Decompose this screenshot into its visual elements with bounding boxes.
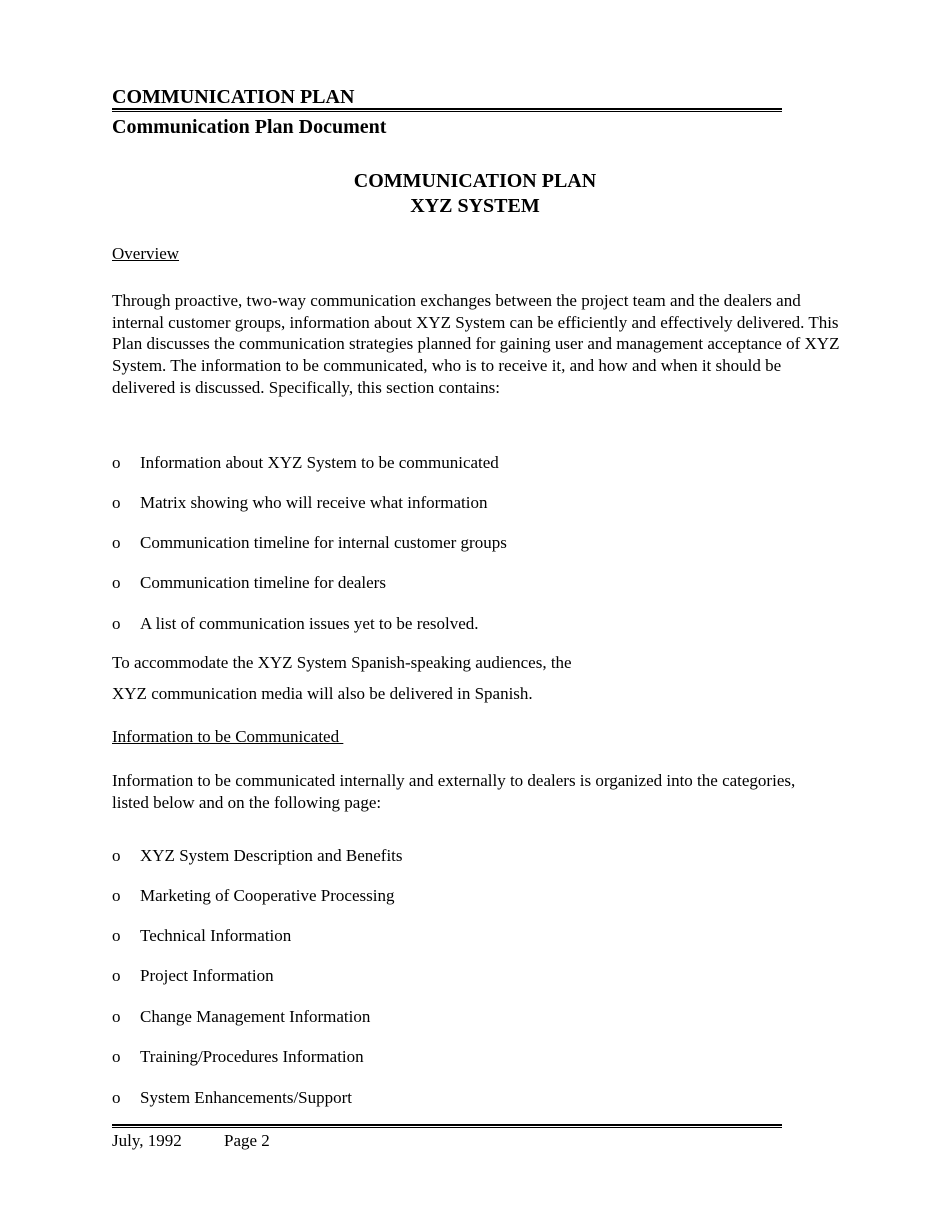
list-item bbox=[112, 1006, 370, 1027]
spanish-note-line-2: XYZ communication media will also be delivered in Spanish. bbox=[112, 684, 533, 703]
list-item bbox=[112, 572, 386, 593]
footer-rule bbox=[112, 1124, 782, 1128]
list-item-text: Communication timeline for internal customer groups bbox=[140, 533, 507, 552]
header-rule bbox=[112, 108, 782, 112]
running-header-title: COMMUNICATION PLAN bbox=[112, 86, 355, 108]
running-header-subtitle: Communication Plan Document bbox=[112, 116, 387, 138]
list-item-text: System Enhancements/Support bbox=[140, 1088, 353, 1107]
list-item-text: XYZ System Description and Benefits bbox=[140, 846, 403, 865]
list-item-text: Matrix showing who will receive what information bbox=[140, 493, 488, 512]
list-item bbox=[112, 613, 479, 634]
bullet-marker: o bbox=[112, 493, 121, 512]
bullet-marker: o bbox=[112, 926, 121, 945]
list-item bbox=[112, 845, 403, 866]
bullet-marker: o bbox=[112, 1007, 121, 1026]
bullet-marker: o bbox=[112, 1088, 121, 1107]
info-paragraph: Information to be communicated internally and externally to dealers is organized into the categories, listed below and on the following page: bbox=[112, 771, 796, 812]
footer-date: July, 1992 bbox=[112, 1131, 182, 1150]
list-item-text: Marketing of Cooperative Processing bbox=[140, 886, 395, 905]
list-item bbox=[112, 1087, 352, 1108]
list-item-text: Change Management Information bbox=[140, 1007, 371, 1026]
list-item-text: Training/Procedures Information bbox=[140, 1047, 364, 1066]
bullet-marker: o bbox=[112, 886, 121, 905]
list-item bbox=[112, 492, 487, 513]
list-item-text: Information about XYZ System to be communicated bbox=[140, 453, 499, 472]
list-item-text: Project Information bbox=[140, 966, 274, 985]
info-heading: Information to be Communicated bbox=[112, 727, 344, 746]
list-item bbox=[112, 925, 291, 946]
list-item-text: Communication timeline for dealers bbox=[140, 573, 386, 592]
bullet-marker: o bbox=[112, 573, 121, 592]
bullet-marker: o bbox=[112, 533, 121, 552]
bullet-marker: o bbox=[112, 1047, 121, 1066]
list-item bbox=[112, 885, 394, 906]
bullet-marker: o bbox=[112, 966, 121, 985]
list-item-text: Technical Information bbox=[140, 926, 292, 945]
bullet-marker: o bbox=[112, 846, 121, 865]
list-item bbox=[112, 532, 507, 553]
document-title: COMMUNICATION PLAN bbox=[353, 170, 597, 192]
list-item-text: A list of communication issues yet to be resolved. bbox=[140, 614, 479, 633]
footer-page-number: Page 2 bbox=[224, 1131, 270, 1150]
list-item bbox=[112, 1046, 364, 1067]
list-item bbox=[112, 965, 274, 986]
overview-heading: Overview bbox=[112, 244, 180, 263]
bullet-marker: o bbox=[112, 614, 121, 633]
overview-paragraph: Through proactive, two-way communication exchanges between the project team and the dealers and internal customer groups, information about XYZ System can be efficiently and effectively delivered. This Plan discusses the communication strategies planned for gaining user and management acceptance of XYZ System. The information to be communicated, who is to receive it, and how and when it should be delivered is discussed. Specifically, this section contains: bbox=[112, 291, 840, 397]
spanish-note-line-1: To accommodate the XYZ System Spanish-speaking audiences, the bbox=[112, 653, 572, 672]
bullet-marker: o bbox=[112, 453, 121, 472]
document-subtitle: XYZ SYSTEM bbox=[410, 195, 540, 217]
list-item bbox=[112, 452, 499, 473]
